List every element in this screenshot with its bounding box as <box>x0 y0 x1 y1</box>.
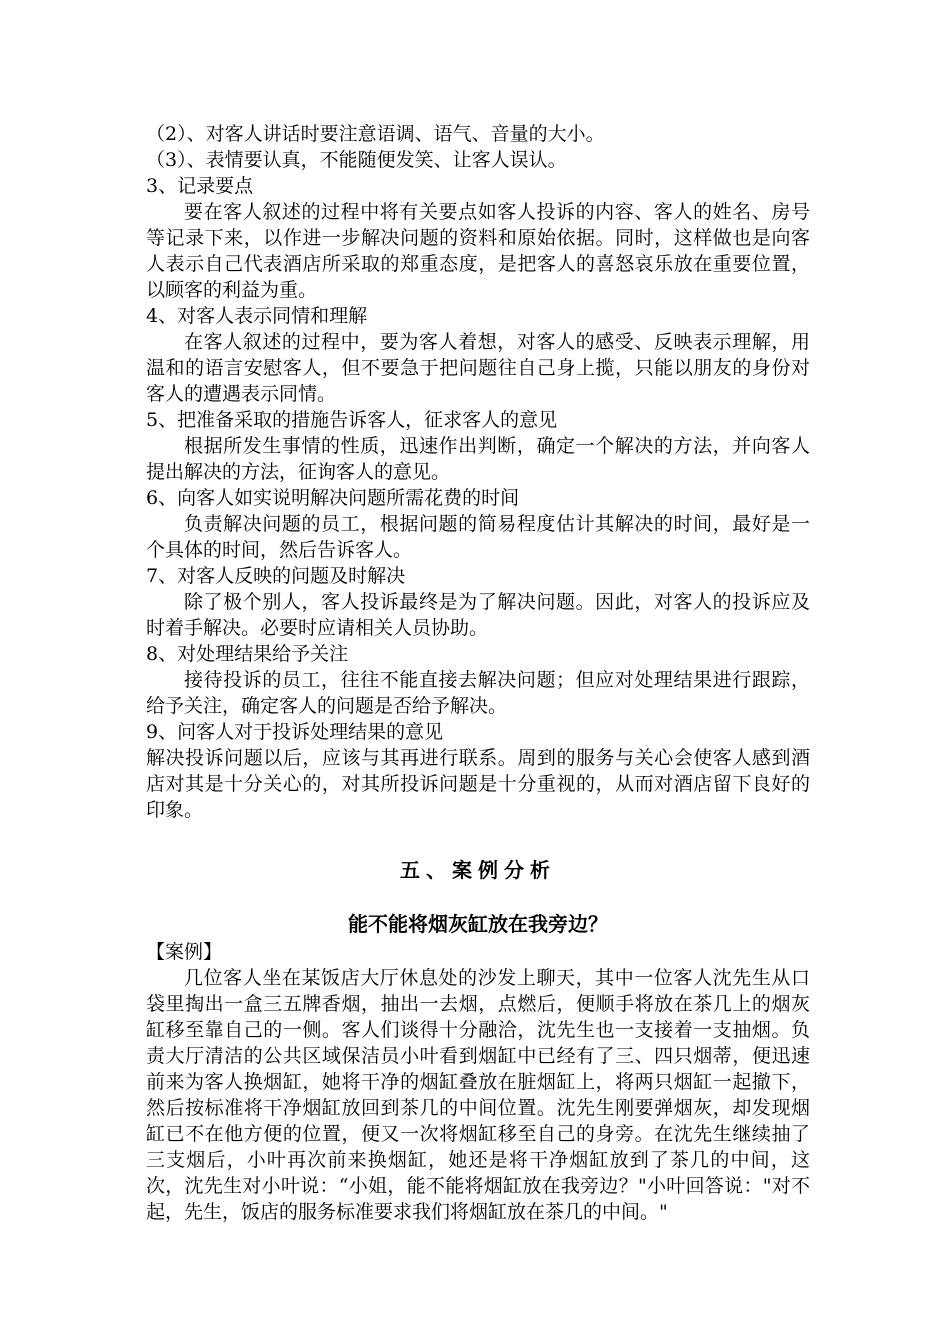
list-item-2: （2）、对客人讲话时要注意语调、语气、音量的大小。 <box>146 123 605 145</box>
case-label: 【案例】 <box>146 941 223 963</box>
paragraph-follow-up: 接待投诉的员工，往往不能直接去解决问题；但应对处理结果进行跟踪，给予关注，确定客人的问题是否给予解决。 <box>146 669 810 717</box>
case-paragraph: 几位客人坐在某饭店大厅休息处的沙发上聊天，其中一位客人沈先生从口袋里掏出一盒三五牌香烟，抽出一去烟，点燃后，便顺手将放在茶几上的烟灰缸移至靠自己的一侧。客人们谈得十分融洽，沈先生也一支接着一支抽烟。负责大厅清洁的公共区域保洁员小叶看到烟缸中已经有了三、四只烟蒂，便迅速前来为客人换烟缸，她将干净的烟缸叠放在脏烟缸上，将两只烟缸一起撤下，然后按标准将干净烟缸放回到茶几的中间位置。沈先生刚要弹烟灰，却发现烟缸已不在他方便的位置，便又一次将烟缸移至自己的身旁。在沈先生继续抽了三支烟后，小叶再次前来换烟缸，她还是将干净烟缸放到了茶几的中间，这次，沈先生对小叶说：“小姐，能不能将烟缸放在我旁边？"小叶回答说："对不起，先生，饭店的服务标准要求我们将烟缸放在茶几的中间。" <box>146 967 810 1223</box>
heading-time: 6、向客人如实说明解决问题所需花费的时间 <box>146 487 520 509</box>
paragraph-record-points: 要在客人叙述的过程中将有关要点如客人投诉的内容、客人的姓名、房号等记录下来，以作进一步解决问题的资料和原始依据。同时，这样做也是向客人表示自己代表酒店所采取的郑重态度，是把客人的喜怒哀乐放在重要位置，以顾客的利益为重。 <box>146 201 810 301</box>
case-title: 能不能将烟灰缸放在我旁边？ <box>348 912 608 936</box>
heading-solve: 7、对客人反映的问题及时解决 <box>146 565 406 587</box>
heading-record-points: 3、记录要点 <box>146 175 254 197</box>
heading-measures: 5、把准备采取的措施告诉客人，征求客人的意见 <box>146 409 558 431</box>
paragraph-feedback: 解决投诉问题以后，应该与其再进行联系。周到的服务与关心会使客人感到酒店对其是十分关心的，对其所投诉问题是十分重视的，从而对酒店留下良好的印象。 <box>146 747 810 821</box>
document-body <box>146 121 810 1225</box>
list-item-3: （3）、表情要认真，不能随便发笑、让客人误认。 <box>146 149 567 171</box>
paragraph-sympathy: 在客人叙述的过程中，要为客人着想，对客人的感受、反映表示理解，用温和的语言安慰客人，但不要急于把问题往自己身上揽，只能以朋友的身份对客人的遭遇表示同情。 <box>146 331 810 405</box>
heading-sympathy: 4、对客人表示同情和理解 <box>146 305 368 327</box>
paragraph-measures: 根据所发生事情的性质，迅速作出判断，确定一个解决的方法，并向客人提出解决的方法，征询客人的意见。 <box>146 435 810 483</box>
heading-feedback: 9、问客人对于投诉处理结果的意见 <box>146 721 444 743</box>
heading-follow-up: 8、对处理结果给予关注 <box>146 643 349 665</box>
section-title: 五、案例分析 <box>400 858 556 882</box>
paragraph-solve: 除了极个别人，客人投诉最终是为了解决问题。因此，对客人的投诉应及时着手解决。必要时应请相关人员协助。 <box>146 591 810 639</box>
paragraph-time: 负责解决问题的员工，根据问题的简易程度估计其解决的时间，最好是一个具体的时间，然后告诉客人。 <box>146 513 810 561</box>
